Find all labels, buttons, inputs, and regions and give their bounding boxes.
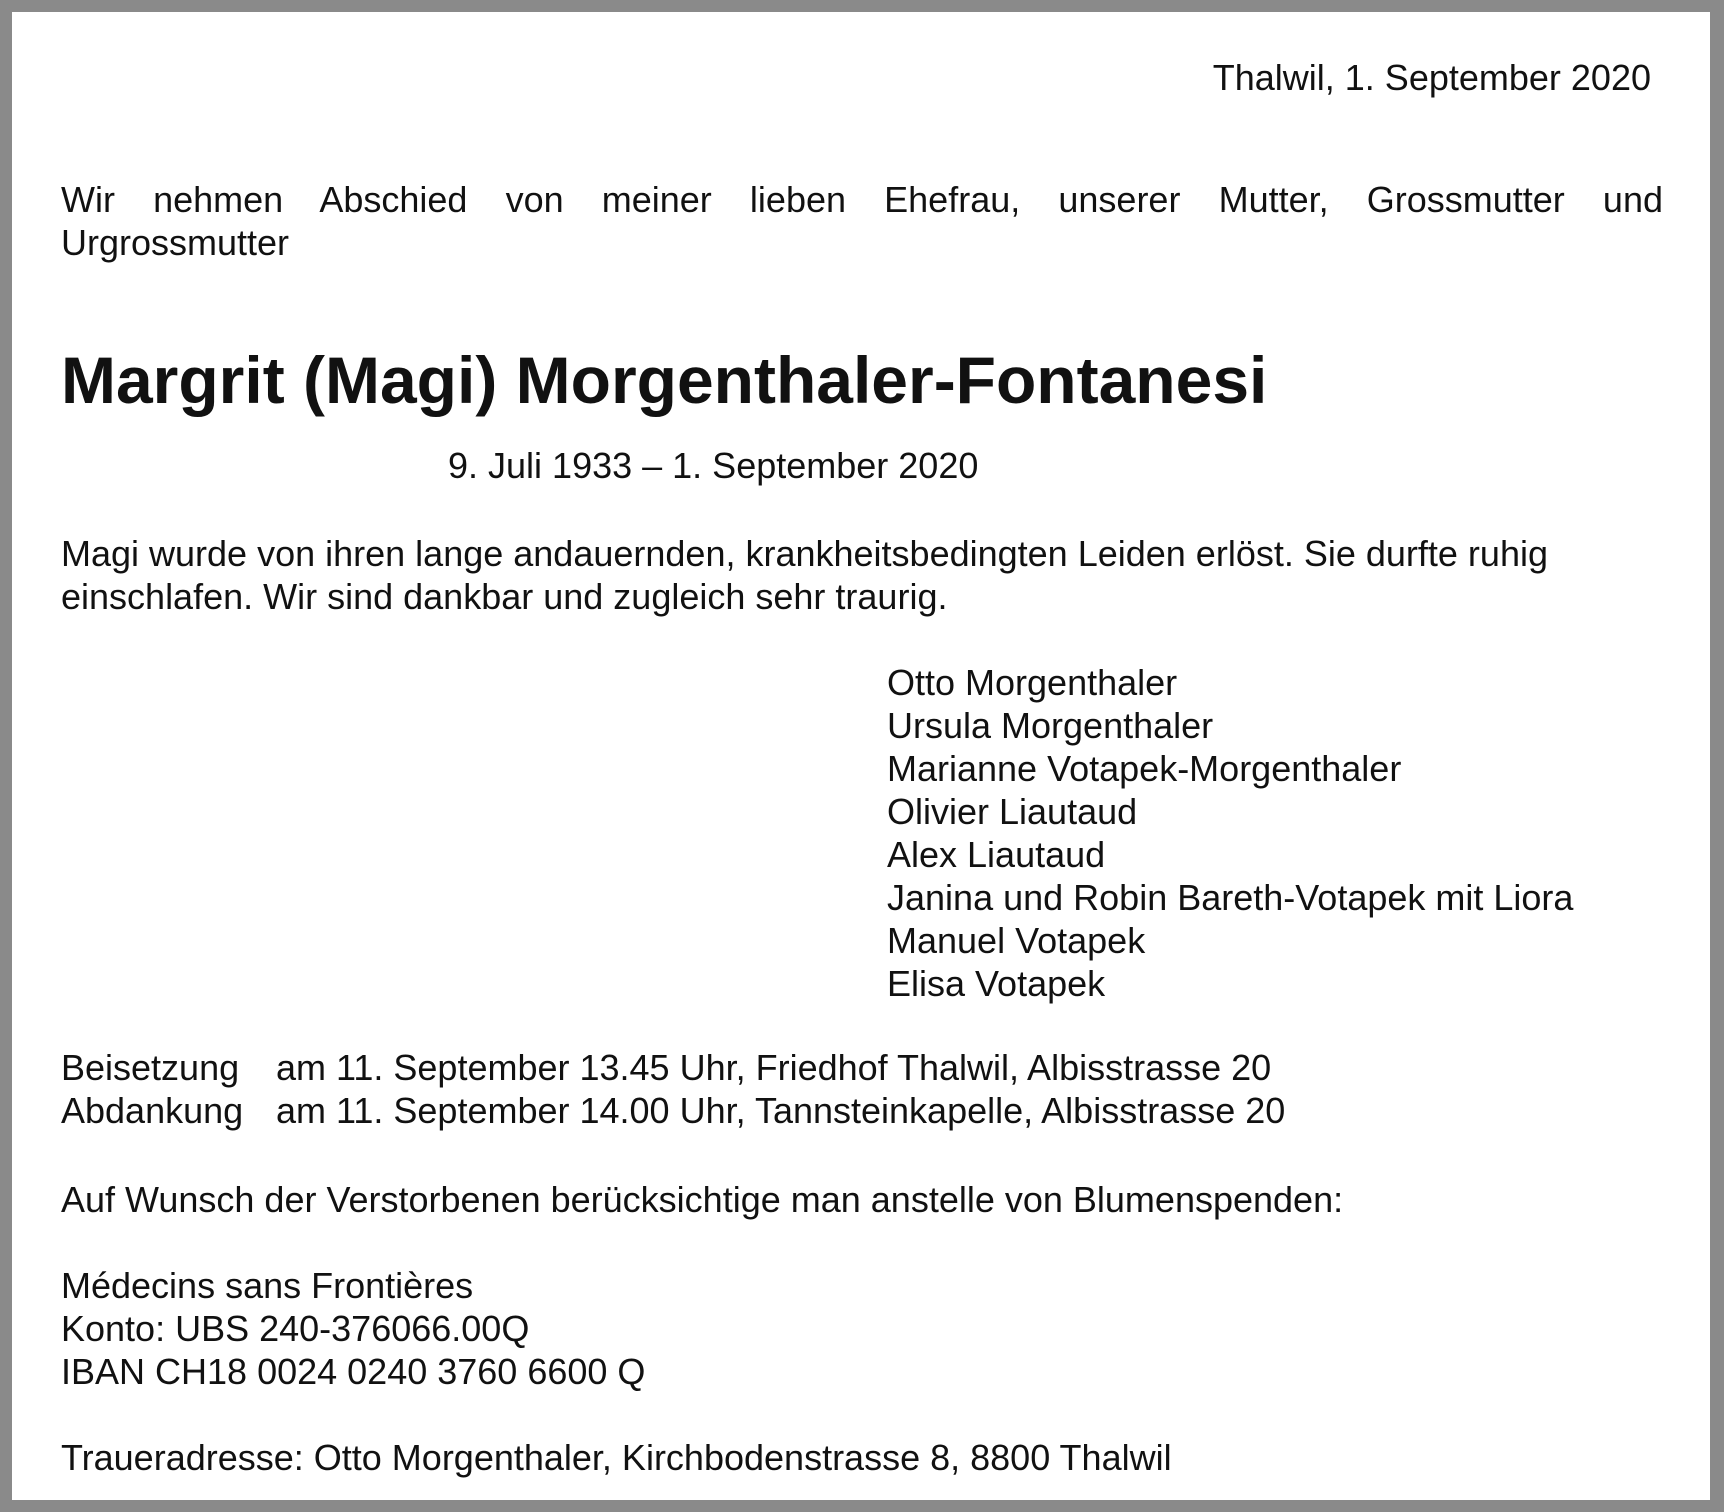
mourner-name: Olivier Liautaud — [887, 791, 1138, 832]
deceased-name: Margrit (Magi) Morgenthaler-Fontanesi — [61, 343, 1268, 417]
farewell-intro-line-2: Urgrossmutter — [61, 222, 290, 263]
donation-account: Konto: UBS 240-376066.00Q — [61, 1308, 530, 1349]
mourner-name: Alex Liautaud — [887, 834, 1106, 875]
mourner-name: Manuel Votapek — [887, 920, 1146, 961]
ceremony-schedule — [61, 1046, 1285, 1132]
donation-request: Auf Wunsch der Verstorbenen berücksichtige man anstelle von Blumenspenden: — [61, 1179, 1344, 1220]
message-paragraph — [61, 532, 1663, 618]
donation-details — [61, 1264, 645, 1393]
ceremony-row-funeral — [61, 1089, 1285, 1132]
mourners-list — [887, 661, 1573, 1005]
donation-iban: IBAN CH18 0024 0240 3760 6600 Q — [61, 1351, 646, 1392]
ceremony-row-burial — [61, 1046, 1285, 1089]
place-and-date: Thalwil, 1. September 2020 — [1212, 57, 1651, 98]
donation-organization: Médecins sans Frontières — [61, 1265, 474, 1306]
ceremony-label: Abdankung — [61, 1090, 244, 1131]
mourner-name: Elisa Votapek — [887, 963, 1106, 1004]
ceremony-detail: am 11. September 14.00 Uhr, Tannsteinkapelle, Albisstrasse 20 — [276, 1090, 1286, 1131]
ceremony-label: Beisetzung — [61, 1047, 240, 1088]
life-dates: 9. Juli 1933 – 1. September 2020 — [448, 445, 979, 486]
mourner-name: Otto Morgenthaler — [887, 662, 1178, 703]
mourner-name: Janina und Robin Bareth-Votapek mit Liora — [887, 877, 1574, 918]
mourning-address: Traueradresse: Otto Morgenthaler, Kirchbodenstrasse 8, 8800 Thalwil — [61, 1437, 1172, 1478]
mourner-name: Ursula Morgenthaler — [887, 705, 1214, 746]
mourner-name: Marianne Votapek-Morgenthaler — [887, 748, 1402, 789]
ceremony-detail: am 11. September 13.45 Uhr, Friedhof Thalwil, Albisstrasse 20 — [276, 1047, 1272, 1088]
farewell-intro-line-1: Wir nehmen Abschied von meiner lieben Ehefrau, unserer Mutter, Grossmutter und — [61, 179, 1663, 220]
farewell-intro — [61, 178, 1663, 264]
message-line-1: Magi wurde von ihren lange andauernden, krankheitsbedingten Leiden erlöst. Sie durfte ruhig — [61, 533, 1548, 574]
message-line-2: einschlafen. Wir sind dankbar und zugleich sehr traurig. — [61, 576, 948, 617]
obituary-notice — [12, 12, 1710, 1500]
